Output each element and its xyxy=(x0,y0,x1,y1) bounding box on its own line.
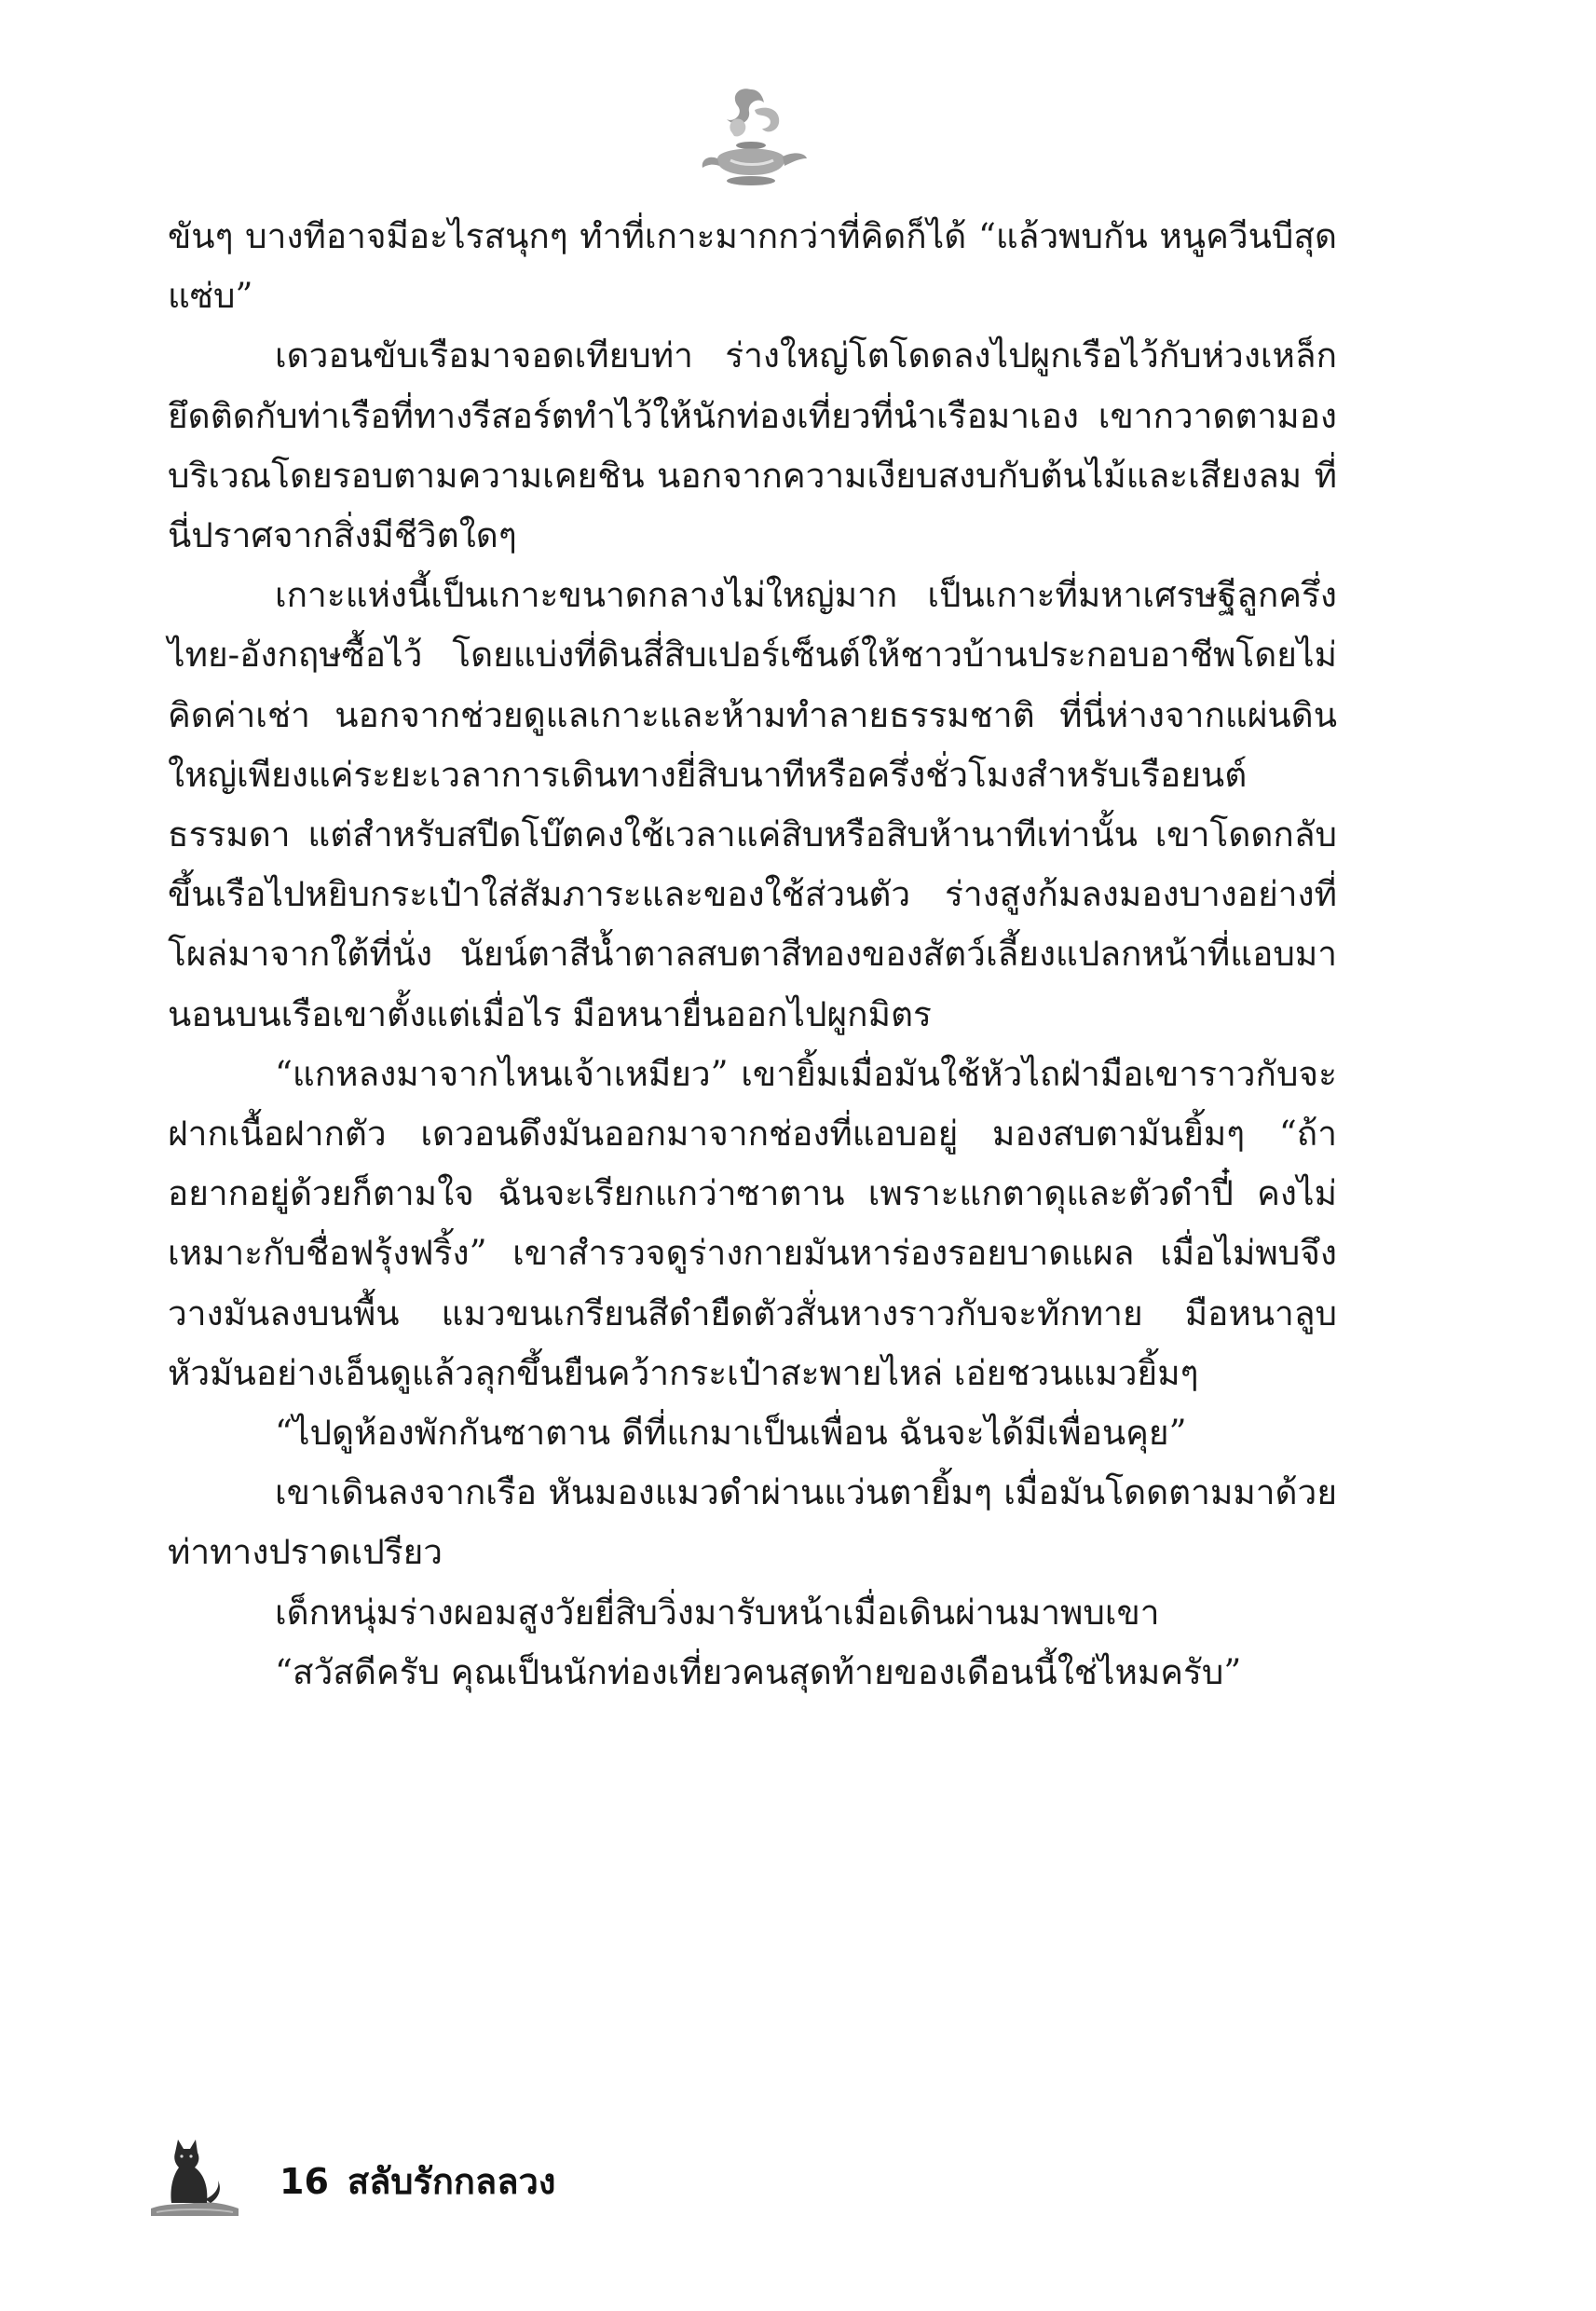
genie-lamp-icon xyxy=(689,82,811,194)
black-cat-icon xyxy=(147,2134,240,2218)
page-footer xyxy=(147,2134,799,2218)
paragraph-7: เด็กหนุ่มร่างผอมสูงวัยยี่สิบวิ่งมารับหน้าเมื่อเดินผ่านมาพบเขา xyxy=(275,1592,1160,1633)
paragraph-2: เดวอนขับเรือมาจอดเทียบท่า ร่างใหญ่โตโดดลงไปผูกเรือไว้กับห่วงเหล็กยึดติดกับท่าเรือที่ทางรีสอร์ตทำไว้ให้นักท่องเที่ยวที่นำเรือมาเอง เขากวาดตามองบริเวณโดยรอบตามความเคยชิน นอกจากความเงียบสงบกับต้นไม้และเสียงลม ที่นี่ปราศจากสิ่งมีชีวิตใดๆ xyxy=(168,335,1337,556)
paragraph-4: “แกหลงมาจากไหนเจ้าเหมียว” เขายิ้มเมื่อมันใช้หัวไถฝ่ามือเขาราวกับจะฝากเนื้อฝากตัว เดวอนดึงมันออกมาจากช่องที่แอบอยู่ มองสบตามันยิ้มๆ “ถ้าอยากอยู่ด้วยก็ตามใจ ฉันจะเรียกแกว่าซาตาน เพราะแกตาดุและตัวดำปี๋ คงไม่เหมาะกับชื่อฟรุ้งฟริ้ง” เขาสำรวจดูร่างกายมันหาร่องรอยบาดแผล เมื่อไม่พบจึงวางมันลงบนพื้น แมวขนเกรียนสีดำยืดตัวสั่นหางราวกับจะทักทาย มือหนาลูบหัวมันอย่างเอ็นดูแล้วลุกขึ้นยืนคว้ากระเป๋าสะพายไหล่ เอ่ยชวนแมวยิ้มๆ xyxy=(168,1053,1337,1393)
paragraph-1: ขันๆ บางทีอาจมีอะไรสนุกๆ ทำที่เกาะมากกว่าที่คิดก็ได้ “แล้วพบกัน หนูควีนบีสุดแซ่บ” xyxy=(168,216,1337,317)
book-title: สลับรักกลลวง xyxy=(347,2161,556,2202)
paragraph-6: เขาเดินลงจากเรือ หันมองแมวดำผ่านแว่นตายิ้มๆ เมื่อมันโดดตามมาด้วยท่าทางปราดเปรียว xyxy=(168,1472,1337,1573)
paragraph-8: “สวัสดีครับ คุณเป็นนักท่องเที่ยวคนสุดท้ายของเดือนนี้ใช่ไหมครับ” xyxy=(275,1651,1242,1692)
paragraph-3: เกาะแห่งนี้เป็นเกาะขนาดกลางไม่ใหญ่มาก เป็นเกาะที่มหาเศรษฐีลูกครึ่งไทย-อังกฤษซื้อไว้ โดยแบ่งที่ดินสี่สิบเปอร์เซ็นต์ให้ชาวบ้านประกอบอาชีพโดยไม่คิดค่าเช่า นอกจากช่วยดูแลเกาะและห้ามทำลายธรรมชาติ ที่นี่ห่างจากแผ่นดินใหญ่เพียงแค่ระยะเวลาการเดินทางยี่สิบนาทีหรือครึ่งชั่วโมงสำหรับเรือยนต์ธรรมดา แต่สำหรับสปีดโบ๊ตคงใช้เวลาแค่สิบหรือสิบห้านาทีเท่านั้น เขาโดดกลับขึ้นเรือไปหยิบกระเป๋าใส่สัมภาระและของใช้ส่วนตัว ร่างสูงก้มลงมองบางอย่างที่โผล่มาจากใต้ที่นั่ง นัยน์ตาสีน้ำตาลสบตาสีทองของสัตว์เลี้ยงแปลกหน้าที่แอบมานอนบนเรือเขาตั้งแต่เมื่อไร มือหนายื่นออกไปผูกมิตร xyxy=(168,575,1337,1034)
page-number: 16 xyxy=(280,2161,329,2202)
paragraph-5: “ไปดูห้องพักกันซาตาน ดีที่แกมาเป็นเพื่อน ฉันจะได้มีเพื่อนคุย” xyxy=(275,1413,1187,1454)
footer-text xyxy=(280,2153,555,2209)
page-body xyxy=(168,207,1337,1702)
